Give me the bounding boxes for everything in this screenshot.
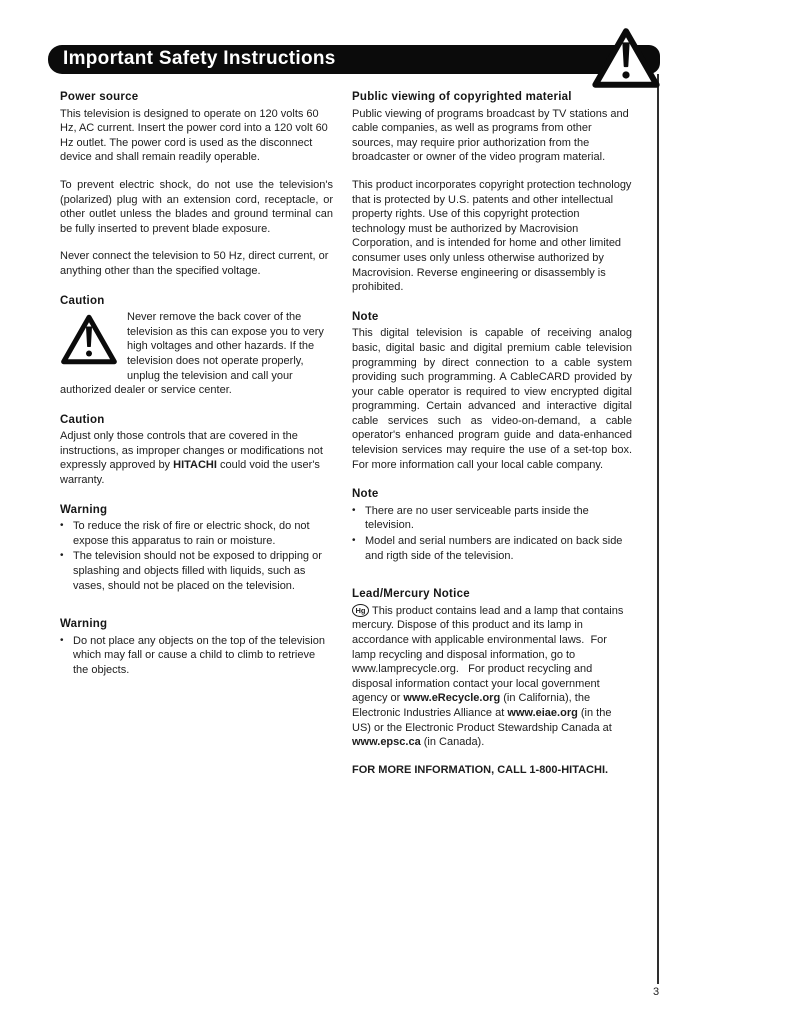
- bullet-item: [60, 519, 333, 548]
- paragraph: [60, 429, 333, 487]
- section-heading: Public viewing of copyrighted material: [352, 91, 572, 103]
- section-note-cablecard: [352, 310, 632, 473]
- bullet-text: The television should not be exposed to dripping or splashing and objects filled with liquids, such as vases, should not be placed on the television.: [73, 550, 322, 592]
- section-heading: Warning: [60, 503, 108, 516]
- bullet-text: Do not place any objects on the top of the television which may fall or cause a child to climb to retrieve the objects.: [73, 634, 325, 676]
- right-column: [352, 90, 632, 792]
- bullet-marker: •: [352, 504, 356, 516]
- section-lead-mercury: [352, 587, 632, 777]
- brand-name-bold: HITACHI: [173, 459, 217, 472]
- url-erecycle: www.eRecycle.org: [403, 692, 501, 705]
- paragraph: This digital television is capable of receiving analog basic, digital basic and digital premium cable television programming by direct connection to a cable system providing such programming. A CableCARD provided by your cable operator is required to view encrypted digital programming. Certain advanced and interactive digital cable services such as video-on-demand, a cable operator's enhanced program guide and data-enhanced television services may require the use of a set-top box. For more information call your local cable company.: [352, 327, 632, 471]
- paragraph-text: This product contains lead and a lamp that contains mercury. Dispose of this product and its lamp in accordance with applicable environmental laws. For lamp recycling and disposal information, go to www.lamprecycle.org. For product recycling and disposal information contact your local government agency or: [352, 604, 627, 705]
- paragraph: To prevent electric shock, do not use the television's (polarized) plug with an extension cord, receptacle, or other outlet unless the blades and ground terminal can be fully inserted to prevent blade exposure.: [60, 178, 333, 235]
- caution-triangle-icon: [60, 311, 118, 368]
- paragraph-text: could void the user's warranty.: [60, 459, 320, 487]
- paragraph: Never connect the television to 50 Hz, direct current, or anything other than the specified voltage.: [60, 250, 329, 277]
- paragraph: [352, 604, 632, 750]
- section-heading: Caution: [60, 413, 105, 426]
- paragraph-text: Adjust only those controls that are covered in the instructions, as improper changes or modifications not expressly approved by: [60, 430, 323, 472]
- title-bar: [48, 45, 660, 74]
- section-heading: Caution: [60, 294, 105, 307]
- paragraph-text: (in the US) or the Electronic Product Stewardship Canada at: [352, 706, 615, 734]
- bullet-item: [352, 534, 632, 563]
- section-caution-controls: [60, 413, 333, 488]
- section-heading: Power source: [60, 91, 139, 103]
- section-warning-objects: [60, 617, 333, 677]
- right-rule-divider: [657, 74, 659, 984]
- section-power-source: [60, 90, 333, 279]
- left-column: [60, 90, 333, 693]
- warning-triangle-icon: [591, 26, 661, 90]
- paragraph: This product incorporates copyright protection technology that is protected by U.S. patents and other intellectual property rights. Use of this copyright protection technology must be authorized by Macrovision Corporation, and is intended for home and other limited consumer uses only unless otherwise authorized by Macrovision. Reverse engineering or disassembly is prohibited.: [352, 178, 632, 294]
- bullet-item: [60, 634, 333, 678]
- section-warning-moisture: [60, 503, 333, 594]
- url-epsc: www.epsc.ca: [352, 736, 421, 749]
- section-note-serviceable: [352, 487, 632, 563]
- bullet-marker: •: [60, 520, 64, 532]
- paragraph: Never remove the back cover of the television as this can expose you to very high voltages and other hazards. If the television does not operate properly, unplug the television and call your authorized dealer or service center.: [60, 311, 324, 397]
- section-caution-back-cover: [60, 294, 333, 398]
- section-heading: Warning: [60, 618, 108, 631]
- section-public-viewing: [352, 90, 632, 295]
- bullet-text: To reduce the risk of fire or electric shock, do not expose this apparatus to rain or moisture.: [73, 520, 310, 547]
- bullet-marker: •: [352, 535, 356, 547]
- url-eiae: www.eiae.org: [507, 706, 578, 719]
- more-information-line: FOR MORE INFORMATION, CALL 1-800-HITACHI.: [352, 763, 609, 776]
- hg-mercury-icon: Hg: [352, 604, 369, 617]
- section-heading: Note: [352, 488, 379, 501]
- bullet-item: [60, 549, 333, 593]
- bullet-marker: •: [60, 550, 64, 562]
- section-heading: Lead/Mercury Notice: [352, 588, 470, 601]
- paragraph-text: (in California), the Electronic Industries Alliance at: [352, 692, 594, 719]
- page-number: 3: [652, 986, 660, 998]
- bullet-text: Model and serial numbers are indicated on back side and rigth side of the television.: [365, 535, 623, 562]
- paragraph-text: (in Canada).: [420, 736, 485, 749]
- bullet-marker: •: [60, 634, 64, 646]
- paragraph: This television is designed to operate on 120 volts 60 Hz, AC current. Insert the power cord into a 120 volt 60 Hz outlet. The power cord is used as the disconnect device and shall remain readily operable.: [60, 107, 328, 164]
- page-title: Important Safety Instructions: [63, 48, 336, 69]
- section-heading: Note: [352, 310, 379, 323]
- bullet-text: There are no user serviceable parts inside the television.: [365, 504, 589, 532]
- paragraph: Public viewing of programs broadcast by TV stations and cable companies, as well as programs from other sources, may require prior authorization from the broadcaster or owner of the video program material.: [352, 107, 629, 164]
- bullet-item: [352, 504, 632, 533]
